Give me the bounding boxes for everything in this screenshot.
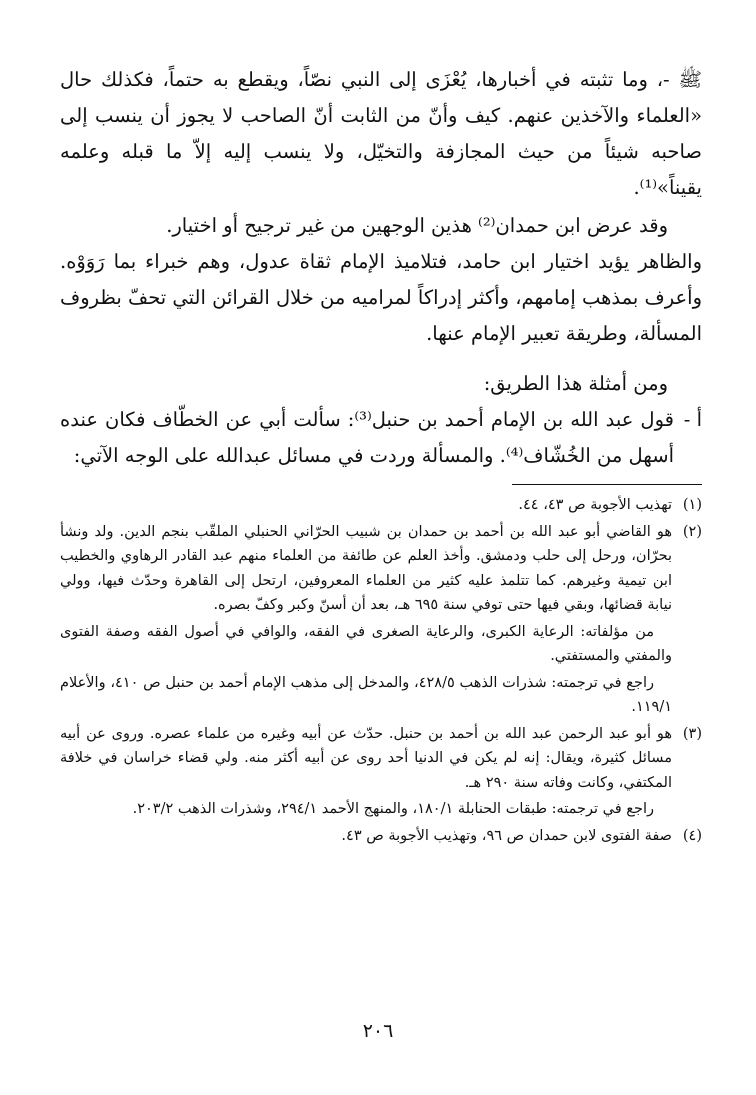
book-page bbox=[60, 62, 702, 850]
paragraph-3: والظاهر يؤيد اختيار ابن حامد، فتلاميذ الإمام ثقاة عدول، وهم خبراء بما رَوَوْه. وأعرف بمذهب إمامهم، وأكثر إدراكاً لمراميه من خلال القرائن التي تحفّ بظروف المسألة، وطريقة تعبير الإمام عنها. bbox=[60, 250, 702, 345]
footnote-number: (٢) bbox=[682, 523, 702, 540]
main-text bbox=[60, 62, 702, 474]
footnote-3 bbox=[60, 722, 702, 822]
footnote-separator bbox=[512, 484, 702, 485]
footnote-4 bbox=[60, 824, 702, 849]
example-text: قول عبد الله بن الإمام أحمد بن حنبل⁽³⁾: سألت أبي عن الخطّاف فكان عنده أسهل من الخُشّاف⁽⁴⁾. والمسألة وردت في مسائل عبدالله على الوجه الآتي: bbox=[60, 408, 674, 467]
example-marker: أ - bbox=[683, 408, 702, 431]
page-number: ٢٠٦ bbox=[362, 1020, 394, 1042]
footnote-1 bbox=[60, 493, 702, 518]
paragraph-2: وقد عرض ابن حمدان⁽²⁾ هذين الوجهين من غير ترجيح أو اختيار. bbox=[166, 214, 668, 237]
footnotes bbox=[60, 493, 702, 848]
footnote-references: راجع في ترجمته: شذرات الذهب ٤٢٨/٥، والمدخل إلى مذهب الإمام أحمد بن حنبل ص ٤١٠، والأعلام ١١٩/١. bbox=[60, 674, 672, 715]
footnote-number: (١) bbox=[682, 497, 702, 513]
examples-intro: ومن أمثلة هذا الطريق: bbox=[483, 372, 668, 395]
paragraph-1: ﷺ -، وما تثبته في أخبارها، يُعْزَى إلى النبي نصّاً، ويقطع به حتماً، فكذلك حال «العلماء والآخذين عنهم. كيف وأنّ من الثابت أنّ الصاحب لا يجوز أن ينسب إلى صاحبه شيئاً من حيث المجازفة والتخيّل، ولا ينسب إليه إلاّ ما قبله وعلمه يقيناً»⁽¹⁾. bbox=[60, 68, 702, 199]
footnote-2 bbox=[60, 520, 702, 720]
footnote-number: (٣) bbox=[682, 725, 702, 742]
footnote-number: (٤) bbox=[682, 827, 702, 844]
footnote-text: صفة الفتوى لابن حمدان ص ٩٦، وتهذيب الأجوبة ص ٤٣. bbox=[341, 827, 672, 844]
footnote-text: هو أبو عبد الرحمن عبد الله بن أحمد بن حنبل. حدّث عن أبيه وغيره من علماء عصره. وروى عن أبيه مسائل كثيرة، ويقال: إنه لم يكن في الدنيا أحد روى عن أبيه أكثر منه. ولي قضاء خراسان في خلافة المكتفي، وكانت وفاته سنة ٢٩٠ هـ. bbox=[60, 725, 672, 791]
footnote-text: تهذيب الأجوبة ص ٤٣، ٤٤. bbox=[518, 497, 672, 513]
footnote-works: من مؤلفاته: الرعاية الكبرى، والرعاية الصغرى في الفقه، والوافي في أصول الفقه وصفة الفتوى والمفتي والمستفتي. bbox=[60, 623, 672, 664]
footnote-text: هو القاضي أبو عبد الله بن أحمد بن حمدان بن شبيب الحرّاني الحنبلي الملقّب بنجم الدين. ولد ونشأ بحرّان، ورحل إلى حلب ودمشق. وأخذ العلم عن طائفة من العلماء منهم عبد القادر الرهاوي والخطيب ابن تيمية وغيرهم. كما تتلمذ عليه كثير من العلماء المعروفين، ارتحل إلى القاهرة وحدّث فيها، وولي نيابة قضائها، وبقي فيها حتى توفي سنة ٦٩٥ هـ، بعد أن أسنّ وكبر وكفّ بصره. bbox=[60, 523, 672, 613]
footnote-references: راجع في ترجمته: طبقات الحنابلة ١٨٠/١، والمنهج الأحمد ٢٩٤/١، وشذرات الذهب ٢٠٣/٢. bbox=[132, 801, 654, 817]
example-item-a bbox=[60, 402, 702, 474]
